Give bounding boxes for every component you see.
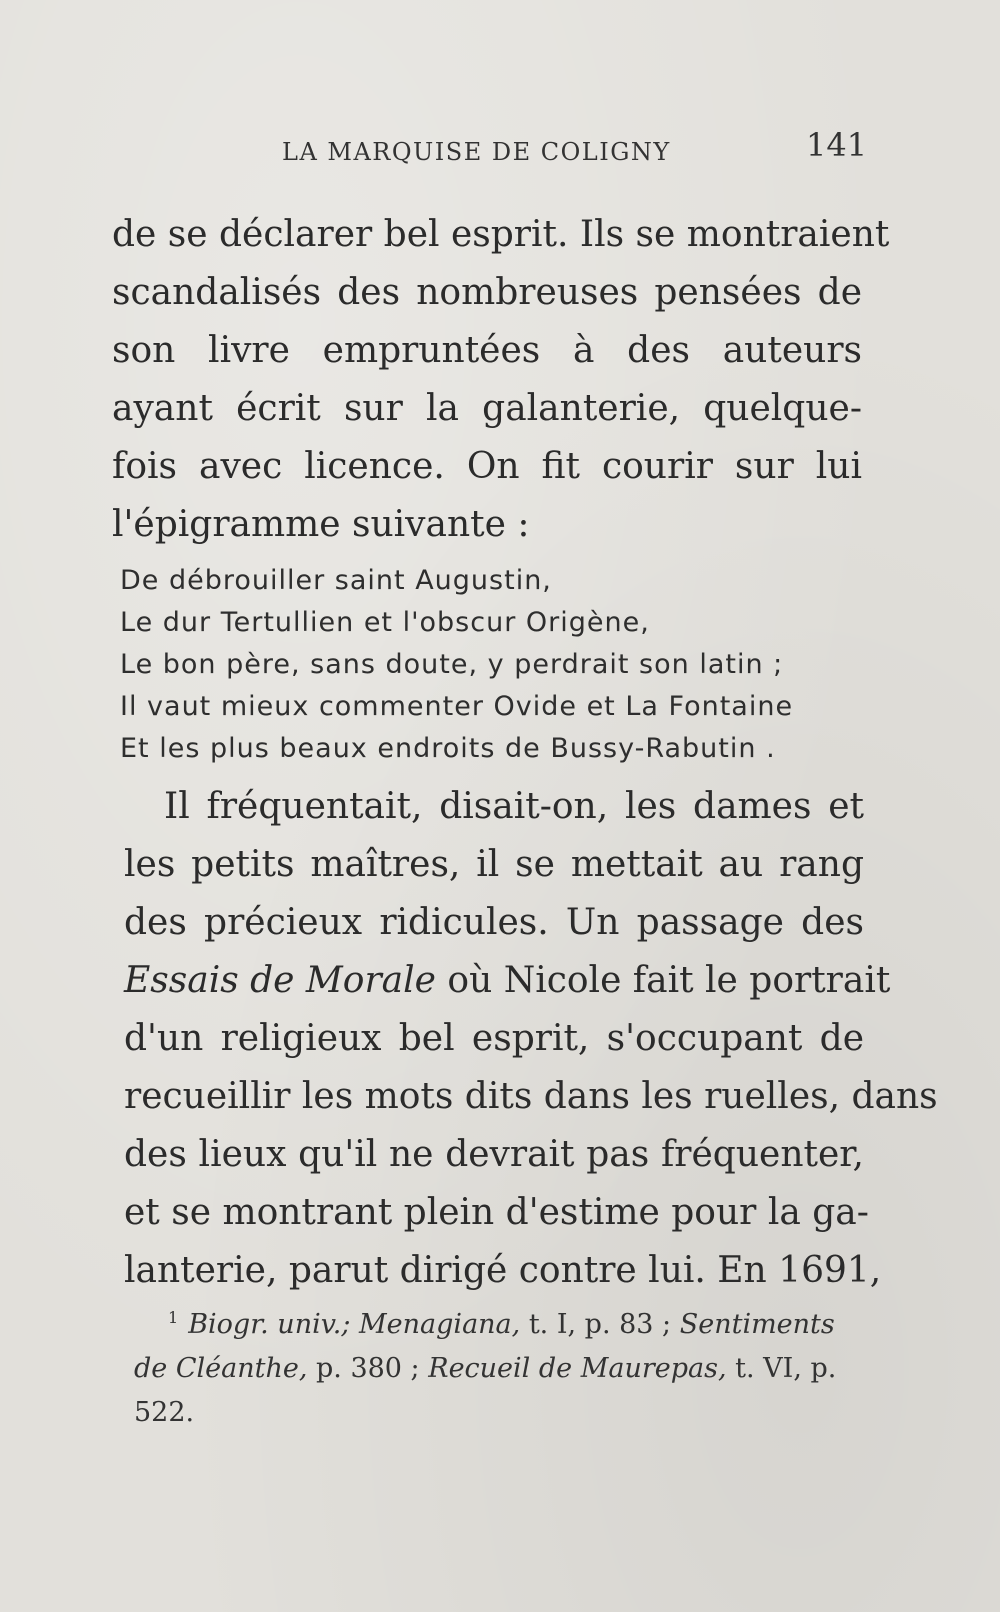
citation-text: p. 380 ; <box>307 1353 429 1384</box>
running-head: LA MARQUISE DE COLIGNY <box>282 138 671 166</box>
text-line: ayant écrit sur la galanterie, quelque- <box>112 388 862 429</box>
text-line: son livre empruntées à des auteurs <box>112 330 862 371</box>
text-line: et se montrant plein d'estime pour la ga- <box>124 1192 869 1233</box>
citation: Recueil de Maurepas, <box>428 1353 727 1384</box>
book-title: Essais de Morale <box>124 960 436 1001</box>
citation: de Cléanthe, <box>134 1353 308 1384</box>
epigram-verse <box>120 560 820 770</box>
footnote-marker: 1 <box>168 1308 179 1327</box>
footnote-line <box>134 1347 864 1391</box>
text-line: Il fréquentait, disait-on, les dames et <box>164 786 864 827</box>
text-line: des lieux qu'il ne devrait pas fréquenter, <box>124 1134 864 1175</box>
citation: Biogr. univ.; Menagiana, <box>188 1309 521 1340</box>
text-line: recueillir les mots dits dans les ruelles, dans <box>124 1076 938 1117</box>
text-line: scandalisés des nombreuses pensées de <box>112 272 862 313</box>
text-fragment: où Nicole fait le portrait <box>435 960 891 1001</box>
citation: Sentiments <box>679 1309 835 1340</box>
text-line: de se déclarer bel esprit. Ils se montraient <box>112 214 890 255</box>
verse-line: De débrouiller saint Augustin, <box>120 565 552 596</box>
footnote-line <box>134 1296 864 1347</box>
text-line: les petits maîtres, il se mettait au rang <box>124 844 864 885</box>
text-line: fois avec licence. On fit courir sur lui <box>112 446 862 487</box>
verse-line: Il vaut mieux commenter Ovide et La Fontaine <box>120 691 794 722</box>
text-line: des précieux ridicules. Un passage des <box>124 902 864 943</box>
citation-text: t. VI, p. <box>726 1353 837 1384</box>
footnote <box>134 1296 864 1435</box>
text-line: d'un religieux bel esprit, s'occupant de <box>124 1018 864 1059</box>
verse-line: Le dur Tertullien et l'obscur Origène, <box>120 607 650 638</box>
verse-line: Le bon père, sans doute, y perdrait son latin ; <box>120 649 784 680</box>
page-number: 141 <box>806 126 868 164</box>
text-line: l'épigramme suivante : <box>112 504 530 545</box>
footnote-line: 522. <box>134 1397 195 1428</box>
paragraph-1 <box>112 206 890 554</box>
text-line <box>124 952 891 1010</box>
citation-text: t. I, p. 83 ; <box>520 1309 680 1340</box>
verse-line: Et les plus beaux endroits de Bussy-Rabutin . <box>120 733 776 764</box>
paragraph-2 <box>124 778 938 1300</box>
text-line: lanterie, parut dirigé contre lui. En 1691, <box>124 1250 882 1291</box>
